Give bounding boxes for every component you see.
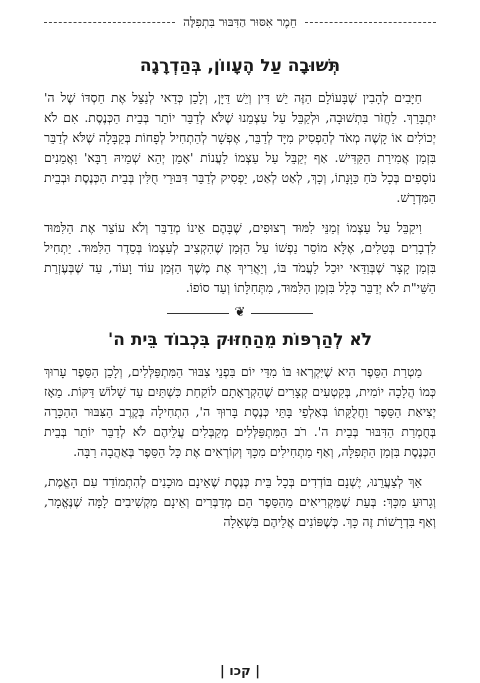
divider-line <box>251 313 313 314</box>
page-content <box>44 56 436 542</box>
page-number: | קכו | <box>220 664 260 679</box>
fleuron-icon: ❦ <box>234 305 246 320</box>
section-title: לֹא לְהַרְפּוֹת מֵהַחִזּוּק בִּכְבוֹד בֵּית ה' <box>108 330 372 350</box>
section-paragraph: וִיקַבֵּל עַל עַצְמוֹ זְמַנֵּי לִמּוּד רְצוּפִים, שֶׁבָּהֶם אֵינוֹ מְדַבֵּר וְלֹא עוֹצֵר אֶת הַלִּמּוּד לִדְבָרִים בְּטֵלִים, אֶלָּא מוֹסֵר נַפְשׁוֹ עַל הַזְּמַן שֶׁהִקְצִיב לְעַצְמוֹ בְּסֵדֶר הַלִּמּוּד. יַתְחִיל בִּזְמַן קָצָר שֶׁבְּוַדַּאי יוּכַל לַעֲמֹד בּוֹ, וְיַאֲרִיךְ אֶת מֶשֶׁךְ הַזְּמַן עוֹד וָעוֹד, עַד שֶׁבְּעֶזְרַת הַשֵּׁי"ת לֹא יְדַבֵּר כְּלָל בִּזְמַן הַלִּמּוּד, מִתְּחִלָּתוֹ וְעַד סוֹפוֹ. <box>44 220 436 295</box>
section-title: תְּשׁוּבָה עַל הֶעָווֹן, בְּהַדְרָגָה <box>139 56 341 76</box>
running-header <box>44 10 436 34</box>
section-paragraph: חַיָּבִים לְהָבִין שֶׁבָּעוֹלָם הַזֶּה יֵשׁ דִּין וְיֵשׁ דַּיָּן, וְלָכֵן כְּדַאי לְנַצֵּל אֶת חַסְדּוֹ שֶׁל ה' יִתְבָּרַךְ. לַחֲזֹר בִּתְשׁוּבָה, וּלְקַבֵּל עַל עַצְמֵנוּ שֶׁלֹּא לְדַבֵּר יוֹתֵר בְּבֵית הַכְּנֶסֶת. אִם לֹא יְכוֹלִים אוֹ קָשֶׁה מְאֹד לְהַפְסִיק מִיָּד לְדַבֵּר, אֶפְשָׁר לְהַתְחִיל לְפָחוֹת בְּקַבָּלָה שֶׁלֹּא לְדַבֵּר בִּזְמַן אֲמִירַת הַקַּדִּישׁ. אַף יְקַבֵּל עַל עַצְמוֹ לַעֲנוֹת 'אָמֵן יְהֵא שְׁמֵיהּ רַבָּא' וַאֲמֵנִים נוֹסָפִים בְּכָל כֹּחַ כַּוָּנָתוֹ, וְכָךְ, לְאַט לְאַט, יַפְסִיק לְדַבֵּר דִּבּוּרֵי חֻלִּין בְּבֵית הַכְּנֶסֶת וּבְבֵית הַמִּדְרָשׁ. <box>44 90 436 205</box>
section-divider <box>44 305 436 320</box>
section-paragraph: אַךְ לְצַעֲרֵנוּ, יֶשְׁנָם בּוֹדְדִים בְּכָל בֵּית כְּנֶסֶת שֶׁאֵינָם מוּכָנִים לְהִתְמוֹדֵד עִם הָאֱמֶת, וְגָרוּעַ מִכָּךְ: בְּעֵת שֶׁמַּקְרִיאִים מֵהַסֵּפֶר הֵם מְדַבְּרִים וְאֵינָם מַקְשִׁיבִים לָמָּה שֶׁנֶּאֱמָר, וְאַף בִּדְרָשׁוֹת זֶה כָּךְ. כְּשֶׁפּוֹנִים אֲלֵיהֶם בִּשְׁאֵלָה <box>44 474 436 529</box>
header-rule-left <box>44 22 175 23</box>
divider-line <box>167 313 229 314</box>
header-rule-right <box>305 22 436 23</box>
running-header-title: חֵמֶר אִסּוּר הַדִּבּוּר בִּתְפִלָּה <box>183 14 297 29</box>
section-paragraph: מַטְרַת הַסֵּפֶר הִיא שֶׁיִּקְרְאוּ בּוֹ מִדֵּי יוֹם בִּפְנֵי צִבּוּר הַמִּתְפַּלְּלִים, וְלָכֵן הַסֵּפֶר עָרוּךְ כְּמוֹ הֲלָכָה יוֹמִית, בְּקִטְעִים קְצָרִים שֶׁהַקְרָאָתָם לוֹקַחַת כִּשְׁתַּיִם עַד שָׁלוֹשׁ דַּקּוֹת. מֵאָז יְצִיאַת הַסֵּפֶר וַחֲלֻקָּתוֹ בְּאַלְפֵי בָּתֵּי כְּנֶסֶת בָּרוּךְ ה', הִתְחִילָה בְּקֶרֶב הַצִּבּוּר הַהַכָּרָה בְּחֻמְרַת הַדִּבּוּר בְּבֵית ה'. רֹב הַמִּתְפַּלְּלִים מְקַבְּלִים עֲלֵיהֶם לֹא לְדַבֵּר יוֹתֵר בְּבֵית הַכְּנֶסֶת בִּזְמַן הַתְּפִלָּה, וְאַף מַתְחִילִים מִכָּךְ וְקוֹרְאִים אֶת כָּל הַסֵּפֶר בְּאַהֲבָה רַבָּה. <box>44 364 436 459</box>
